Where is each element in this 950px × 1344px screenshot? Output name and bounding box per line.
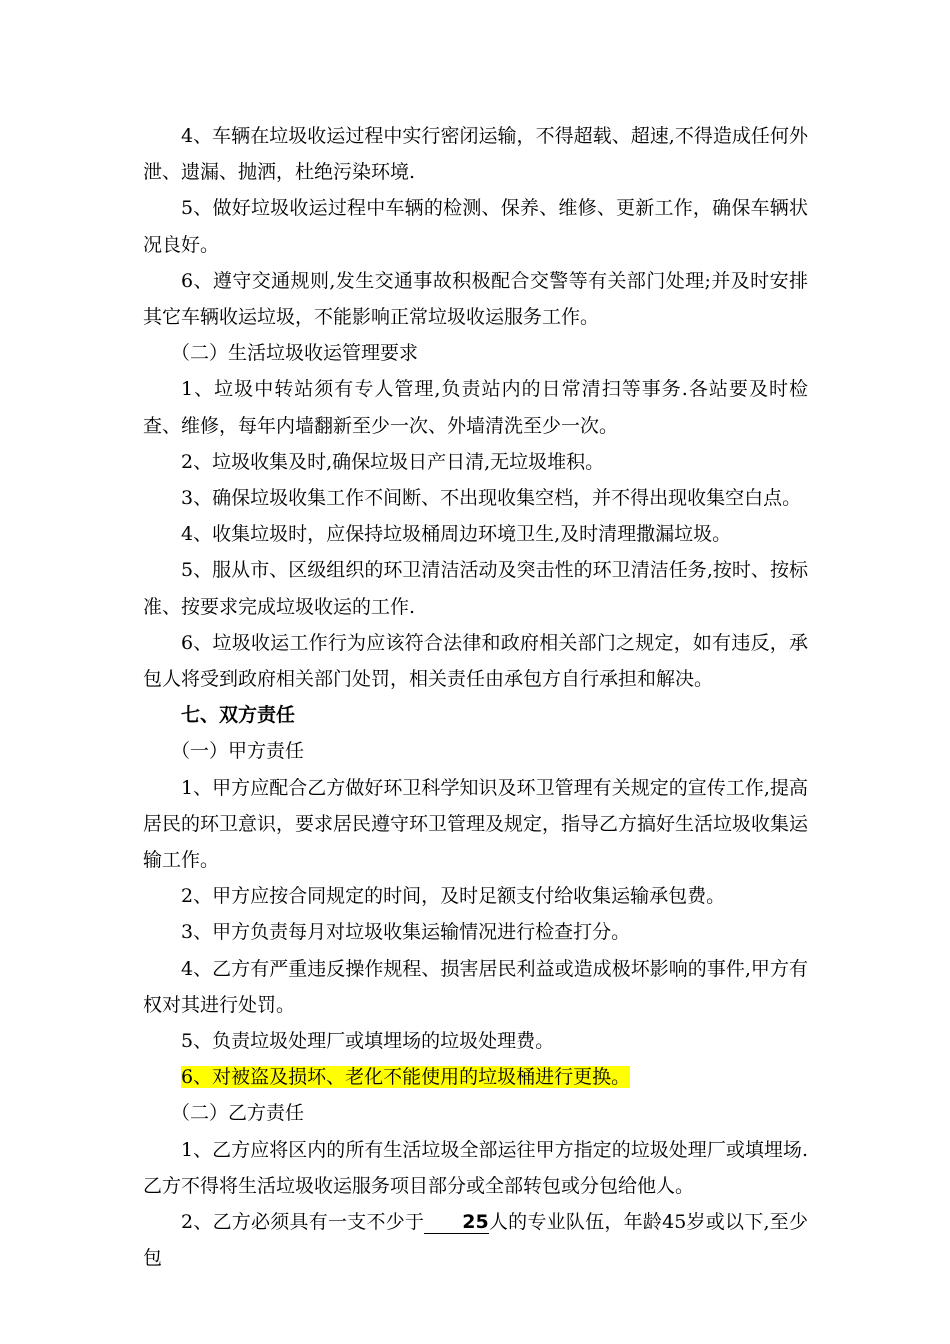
paragraph: 2、甲方应按合同规定的时间，及时足额支付给收集运输承包费。 bbox=[181, 885, 726, 908]
paragraph: 4、收集垃圾时，应保持垃圾桶周边环境卫生,及时清理撒漏垃圾。 bbox=[181, 523, 732, 546]
section-heading: 七、双方责任 bbox=[181, 704, 296, 727]
paragraph: 3、甲方负责每月对垃圾收集运输情况进行检查打分。 bbox=[181, 921, 631, 944]
paragraph: 5、做好垃圾收运过程中车辆的检测、保养、维修、更新工作，确保车辆状况良好。 bbox=[143, 197, 808, 256]
paragraph: 1、乙方应将区内的所有生活垃圾全部运往甲方指定的垃圾处理厂或填埋场.乙方不得将生活垃圾收运服务项目部分或全部转包或分包给他人。 bbox=[143, 1138, 808, 1197]
text-segment: 2、乙方必须具有一支不少于 bbox=[181, 1211, 425, 1234]
highlighted-text: 6、对被盗及损坏、老化不能使用的垃圾桶进行更换。 bbox=[181, 1066, 631, 1089]
subheading: （一）甲方责任 bbox=[171, 740, 305, 763]
paragraph: 2、垃圾收集及时,确保垃圾日产日清,无垃圾堆积。 bbox=[181, 450, 605, 473]
subheading: （二）乙方责任 bbox=[171, 1102, 305, 1125]
paragraph: 1、垃圾中转站须有专人管理,负责站内的日常清扫等事务.各站要及时检查、维修，每年内墙翻新至少一次、外墙清洗至少一次。 bbox=[143, 378, 808, 437]
underlined-number: 25 bbox=[424, 1211, 488, 1234]
document-body bbox=[143, 118, 808, 1277]
paragraph: 3、确保垃圾收集工作不间断、不出现收集空档，并不得出现收集空白点。 bbox=[181, 487, 802, 510]
subheading: （二）生活垃圾收运管理要求 bbox=[171, 342, 419, 365]
paragraph: 6、遵守交通规则,发生交通事故积极配合交警等有关部门处理;并及时安排其它车辆收运垃圾，不能影响正常垃圾收运服务工作。 bbox=[143, 269, 808, 329]
paragraph: 5、服从市、区级组织的环卫清洁活动及突击性的环卫清洁任务,按时、按标准、按要求完成垃圾收运的工作. bbox=[143, 559, 808, 618]
paragraph: 4、车辆在垃圾收运过程中实行密闭运输，不得超载、超速,不得造成任何外泄、遗漏、抛洒，杜绝污染环境. bbox=[143, 125, 808, 184]
text-segment: 人的专业队伍，年龄45岁或以下,至少包 bbox=[143, 1211, 809, 1270]
paragraph: 5、负责垃圾处理厂或填埋场的垃圾处理费。 bbox=[181, 1030, 555, 1053]
paragraph: 1、甲方应配合乙方做好环卫科学知识及环卫管理有关规定的宣传工作,提高居民的环卫意识，要求居民遵守环卫管理及规定，指导乙方搞好生活垃圾收集运输工作。 bbox=[143, 776, 809, 872]
paragraph: 4、乙方有严重违反操作规程、损害居民利益或造成极坏影响的事件,甲方有权对其进行处罚。 bbox=[143, 957, 808, 1016]
paragraph-highlighted bbox=[143, 1059, 808, 1095]
paragraph bbox=[143, 1204, 808, 1276]
paragraph: 6、垃圾收运工作行为应该符合法律和政府相关部门之规定，如有违反，承包人将受到政府相关部门处罚，相关责任由承包方自行承担和解决。 bbox=[143, 631, 808, 691]
